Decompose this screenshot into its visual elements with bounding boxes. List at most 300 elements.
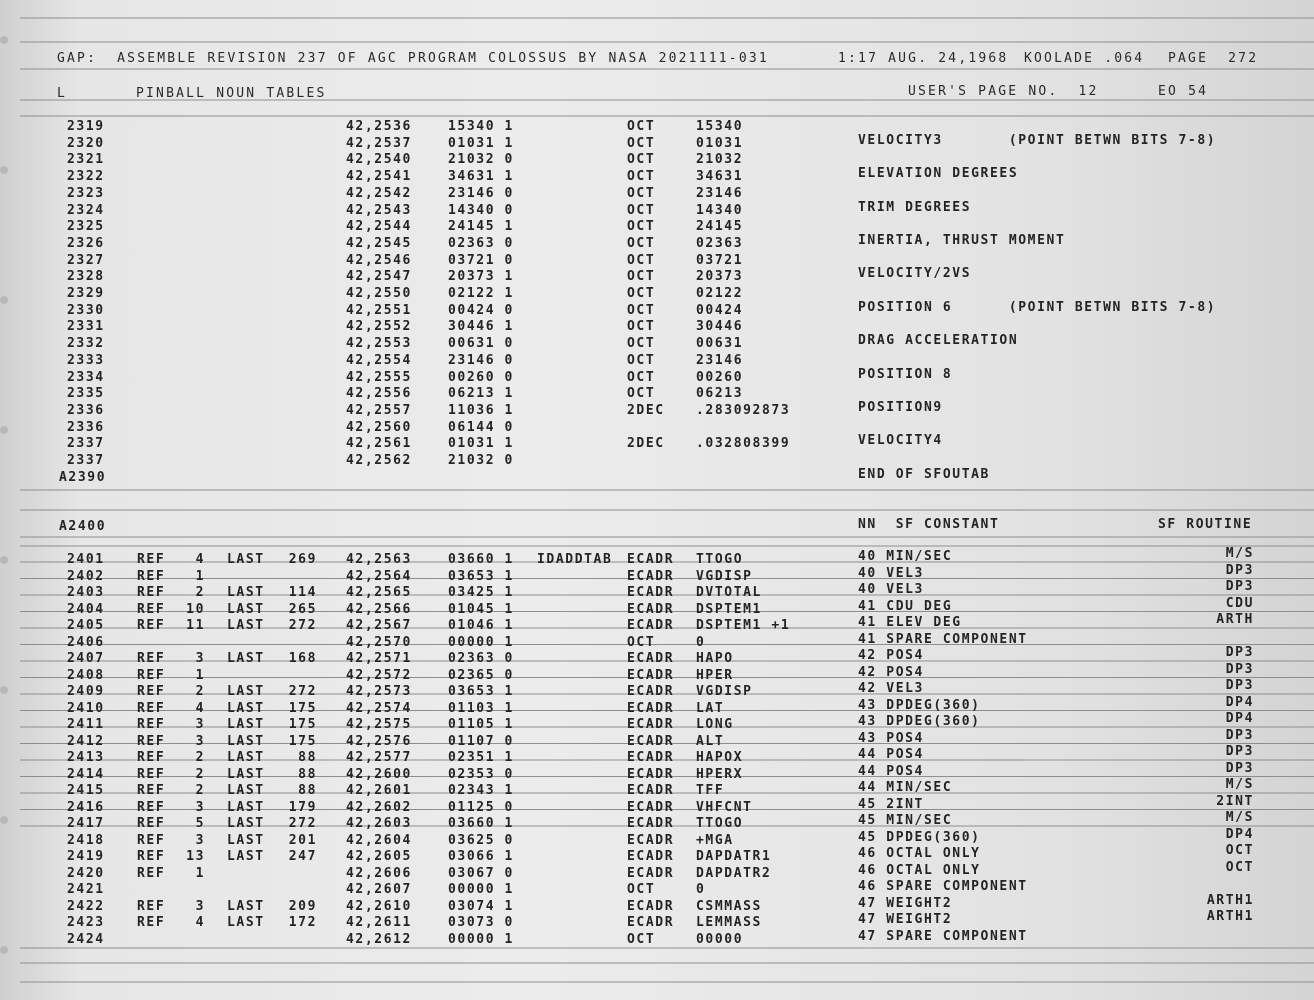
ref-keyword: REF bbox=[137, 701, 166, 716]
ref-count: 1 bbox=[195, 569, 205, 584]
operand: TFF bbox=[696, 783, 725, 798]
sf-routine-header: SF ROUTINE bbox=[1158, 517, 1253, 532]
line-number: 2407 bbox=[67, 651, 105, 666]
comment: 47 WEIGHT2 bbox=[858, 896, 953, 911]
operand: HAPOX bbox=[696, 750, 744, 765]
address: 42,2560 bbox=[346, 420, 412, 435]
page-number: PAGE 272 bbox=[1168, 51, 1259, 66]
sf-routine: DP4 bbox=[1225, 695, 1254, 710]
ref-keyword: REF bbox=[137, 552, 166, 567]
line-number: 2336 bbox=[67, 420, 105, 435]
opcode: ECADR bbox=[627, 800, 675, 815]
operand: 15340 bbox=[696, 119, 744, 134]
line-number: 2403 bbox=[67, 585, 105, 600]
last-page: 175 bbox=[288, 717, 317, 732]
opcode: ECADR bbox=[627, 602, 675, 617]
comment: 44 POS4 bbox=[858, 764, 924, 779]
octal-data: 02343 1 bbox=[448, 783, 514, 798]
last-keyword: LAST bbox=[227, 899, 265, 914]
ref-count: 3 bbox=[195, 899, 205, 914]
operand: DAPDATR2 bbox=[696, 866, 772, 881]
last-keyword: LAST bbox=[227, 717, 265, 732]
sf-routine: OCT bbox=[1225, 843, 1254, 858]
ref-keyword: REF bbox=[137, 800, 166, 815]
octal-data: 03721 0 bbox=[448, 253, 514, 268]
line-number: 2319 bbox=[67, 119, 105, 134]
last-keyword: LAST bbox=[227, 849, 265, 864]
section-2-line-number: A2400 bbox=[59, 519, 107, 534]
operand: DSPTEM1 bbox=[696, 602, 762, 617]
octal-data: 01031 1 bbox=[448, 136, 514, 151]
last-page: 209 bbox=[288, 899, 317, 914]
last-page: 172 bbox=[288, 915, 317, 930]
line-number: 2333 bbox=[67, 353, 105, 368]
operand: ALT bbox=[696, 734, 725, 749]
opcode: 2DEC bbox=[627, 403, 665, 418]
ref-keyword: REF bbox=[137, 849, 166, 864]
ref-count: 3 bbox=[195, 800, 205, 815]
opcode: OCT bbox=[627, 186, 656, 201]
octal-data: 03653 1 bbox=[448, 569, 514, 584]
operand: TTOGO bbox=[696, 816, 744, 831]
last-keyword: LAST bbox=[227, 800, 265, 815]
last-keyword: LAST bbox=[227, 750, 265, 765]
operand: .032808399 bbox=[696, 436, 791, 451]
address: 42,2557 bbox=[346, 403, 412, 418]
last-page: 247 bbox=[288, 849, 317, 864]
sf-routine: DP3 bbox=[1225, 645, 1254, 660]
address: 42,2552 bbox=[346, 319, 412, 334]
opcode: OCT bbox=[627, 136, 656, 151]
line-number: 2406 bbox=[67, 635, 105, 650]
comment: 44 POS4 bbox=[858, 747, 924, 762]
opcode: ECADR bbox=[627, 816, 675, 831]
last-page: 88 bbox=[298, 783, 317, 798]
octal-data: 03625 0 bbox=[448, 833, 514, 848]
opcode: OCT bbox=[627, 932, 656, 947]
line-number: 2410 bbox=[67, 701, 105, 716]
octal-data: 01046 1 bbox=[448, 618, 514, 633]
address: 42,2603 bbox=[346, 816, 412, 831]
octal-data: 00631 0 bbox=[448, 336, 514, 351]
address: 42,2575 bbox=[346, 717, 412, 732]
sf-routine: M/S bbox=[1225, 810, 1254, 825]
address: 42,2611 bbox=[346, 915, 412, 930]
operand: HPER bbox=[696, 668, 734, 683]
comment: 40 VEL3 bbox=[858, 566, 924, 581]
opcode: ECADR bbox=[627, 866, 675, 881]
address: 42,2556 bbox=[346, 386, 412, 401]
last-page: 272 bbox=[288, 684, 317, 699]
ref-count: 4 bbox=[195, 701, 205, 716]
last-keyword: LAST bbox=[227, 585, 265, 600]
sf-routine: DP3 bbox=[1225, 662, 1254, 677]
ref-count: 1 bbox=[195, 668, 205, 683]
octal-data: 00000 1 bbox=[448, 635, 514, 650]
sf-routine: M/S bbox=[1225, 546, 1254, 561]
ref-keyword: REF bbox=[137, 899, 166, 914]
line-number: 2337 bbox=[67, 436, 105, 451]
comment: 41 SPARE COMPONENT bbox=[858, 632, 1028, 647]
opcode: ECADR bbox=[627, 684, 675, 699]
last-page: 272 bbox=[288, 618, 317, 633]
comment: VELOCITY/2VS bbox=[858, 266, 972, 281]
octal-data: 00260 0 bbox=[448, 370, 514, 385]
operand: 06213 bbox=[696, 386, 744, 401]
ref-count: 2 bbox=[195, 783, 205, 798]
ref-count: 3 bbox=[195, 833, 205, 848]
comment: 45 2INT bbox=[858, 797, 924, 812]
sf-routine: DP4 bbox=[1225, 711, 1254, 726]
octal-data: 02363 0 bbox=[448, 236, 514, 251]
line-number: 2402 bbox=[67, 569, 105, 584]
line-number: 2320 bbox=[67, 136, 105, 151]
octal-data: 00424 0 bbox=[448, 303, 514, 318]
line-number: 2408 bbox=[67, 668, 105, 683]
ref-keyword: REF bbox=[137, 767, 166, 782]
octal-data: 02122 1 bbox=[448, 286, 514, 301]
sf-routine: DP3 bbox=[1225, 761, 1254, 776]
ref-count: 4 bbox=[195, 552, 205, 567]
ref-count: 1 bbox=[195, 866, 205, 881]
address: 42,2555 bbox=[346, 370, 412, 385]
octal-data: 01107 0 bbox=[448, 734, 514, 749]
assembly-title: GAP: ASSEMBLE REVISION 237 OF AGC PROGRAM COLOSSUS BY NASA 2021111-031 bbox=[57, 51, 769, 66]
address: 42,2553 bbox=[346, 336, 412, 351]
ref-count: 3 bbox=[195, 717, 205, 732]
line-number: 2414 bbox=[67, 767, 105, 782]
operand: 23146 bbox=[696, 353, 744, 368]
sf-routine: ARTH1 bbox=[1206, 893, 1254, 908]
address: 42,2564 bbox=[346, 569, 412, 584]
opcode: ECADR bbox=[627, 701, 675, 716]
octal-data: 02363 0 bbox=[448, 651, 514, 666]
operand: 03721 bbox=[696, 253, 744, 268]
operand: 00631 bbox=[696, 336, 744, 351]
comment: POSITION 6 (POINT BETWN BITS 7-8) bbox=[858, 300, 1217, 315]
operand: 30446 bbox=[696, 319, 744, 334]
last-page: 179 bbox=[288, 800, 317, 815]
comment: 43 DPDEG(360) bbox=[858, 714, 981, 729]
comment: 41 CDU DEG bbox=[858, 599, 953, 614]
line-number: 2329 bbox=[67, 286, 105, 301]
operand: 00424 bbox=[696, 303, 744, 318]
section-title: PINBALL NOUN TABLES bbox=[136, 86, 327, 101]
octal-data: 01031 1 bbox=[448, 436, 514, 451]
operand: 24145 bbox=[696, 219, 744, 234]
address: 42,2550 bbox=[346, 286, 412, 301]
opcode: ECADR bbox=[627, 717, 675, 732]
sf-routine: DP3 bbox=[1225, 744, 1254, 759]
address: 42,2544 bbox=[346, 219, 412, 234]
octal-data: 03660 1 bbox=[448, 816, 514, 831]
last-page: 272 bbox=[288, 816, 317, 831]
ref-keyword: REF bbox=[137, 750, 166, 765]
line-number: 2422 bbox=[67, 899, 105, 914]
address: 42,2605 bbox=[346, 849, 412, 864]
ref-keyword: REF bbox=[137, 734, 166, 749]
opcode: ECADR bbox=[627, 899, 675, 914]
line-number: 2332 bbox=[67, 336, 105, 351]
comment: 42 VEL3 bbox=[858, 681, 924, 696]
last-keyword: LAST bbox=[227, 915, 265, 930]
opcode: ECADR bbox=[627, 585, 675, 600]
comment: 40 MIN/SEC bbox=[858, 549, 953, 564]
opcode: OCT bbox=[627, 269, 656, 284]
operand: 00260 bbox=[696, 370, 744, 385]
address: 42,2567 bbox=[346, 618, 412, 633]
symbol-label: IDADDTAB bbox=[537, 552, 613, 567]
operand: DSPTEM1 +1 bbox=[696, 618, 791, 633]
opcode: OCT bbox=[627, 203, 656, 218]
comment: 47 SPARE COMPONENT bbox=[858, 929, 1028, 944]
last-page: 269 bbox=[288, 552, 317, 567]
operand: 00000 bbox=[696, 932, 744, 947]
operand: 34631 bbox=[696, 169, 744, 184]
octal-data: 21032 0 bbox=[448, 453, 514, 468]
ref-keyword: REF bbox=[137, 618, 166, 633]
line-number: 2337 bbox=[67, 453, 105, 468]
address: 42,2604 bbox=[346, 833, 412, 848]
opcode: ECADR bbox=[627, 833, 675, 848]
line-number: 2330 bbox=[67, 303, 105, 318]
ref-count: 4 bbox=[195, 915, 205, 930]
last-keyword: LAST bbox=[227, 833, 265, 848]
octal-data: 00000 1 bbox=[448, 882, 514, 897]
address: 42,2566 bbox=[346, 602, 412, 617]
octal-data: 24145 1 bbox=[448, 219, 514, 234]
octal-data: 00000 1 bbox=[448, 932, 514, 947]
sf-routine: ARTH bbox=[1216, 612, 1254, 627]
octal-data: 01103 1 bbox=[448, 701, 514, 716]
comment: 42 POS4 bbox=[858, 648, 924, 663]
address: 42,2570 bbox=[346, 635, 412, 650]
comment: 47 WEIGHT2 bbox=[858, 912, 953, 927]
last-page: 175 bbox=[288, 701, 317, 716]
koolade-version: KOOLADE .064 bbox=[1024, 51, 1145, 66]
comment: 43 DPDEG(360) bbox=[858, 698, 981, 713]
sf-routine: CDU bbox=[1225, 596, 1254, 611]
operand: HPERX bbox=[696, 767, 744, 782]
opcode: OCT bbox=[627, 286, 656, 301]
address: 42,2600 bbox=[346, 767, 412, 782]
line-number: 2401 bbox=[67, 552, 105, 567]
octal-data: 11036 1 bbox=[448, 403, 514, 418]
comment: 46 SPARE COMPONENT bbox=[858, 879, 1028, 894]
tractor-feed-holes bbox=[0, 0, 20, 1000]
last-page: 175 bbox=[288, 734, 317, 749]
ref-keyword: REF bbox=[137, 717, 166, 732]
ref-count: 5 bbox=[195, 816, 205, 831]
opcode: ECADR bbox=[627, 783, 675, 798]
opcode: 2DEC bbox=[627, 436, 665, 451]
line-number: 2420 bbox=[67, 866, 105, 881]
octal-data: 02365 0 bbox=[448, 668, 514, 683]
line-number: 2334 bbox=[67, 370, 105, 385]
line-number: 2412 bbox=[67, 734, 105, 749]
address: 42,2573 bbox=[346, 684, 412, 699]
opcode: OCT bbox=[627, 882, 656, 897]
address: 42,2577 bbox=[346, 750, 412, 765]
address: 42,2561 bbox=[346, 436, 412, 451]
operand: +MGA bbox=[696, 833, 734, 848]
operand: TTOGO bbox=[696, 552, 744, 567]
opcode: OCT bbox=[627, 635, 656, 650]
comment: VELOCITY4 bbox=[858, 433, 943, 448]
comment: 45 MIN/SEC bbox=[858, 813, 953, 828]
eo-number: EO 54 bbox=[1158, 84, 1209, 99]
ref-keyword: REF bbox=[137, 866, 166, 881]
address: 42,2545 bbox=[346, 236, 412, 251]
ref-count: 10 bbox=[186, 602, 205, 617]
operand: DVTOTAL bbox=[696, 585, 762, 600]
octal-data: 30446 1 bbox=[448, 319, 514, 334]
opcode: OCT bbox=[627, 353, 656, 368]
opcode: ECADR bbox=[627, 668, 675, 683]
address: 42,2540 bbox=[346, 152, 412, 167]
section-letter: L bbox=[57, 86, 68, 101]
ref-keyword: REF bbox=[137, 585, 166, 600]
operand: 23146 bbox=[696, 186, 744, 201]
last-keyword: LAST bbox=[227, 602, 265, 617]
operand: DAPDATR1 bbox=[696, 849, 772, 864]
operand: 0 bbox=[696, 635, 706, 650]
octal-data: 23146 0 bbox=[448, 186, 514, 201]
line-number: 2404 bbox=[67, 602, 105, 617]
last-page: 265 bbox=[288, 602, 317, 617]
comment: 42 POS4 bbox=[858, 665, 924, 680]
opcode: ECADR bbox=[627, 849, 675, 864]
last-keyword: LAST bbox=[227, 767, 265, 782]
address: 42,2546 bbox=[346, 253, 412, 268]
last-keyword: LAST bbox=[227, 651, 265, 666]
octal-data: 02351 1 bbox=[448, 750, 514, 765]
sf-routine: DP3 bbox=[1225, 563, 1254, 578]
address: 42,2612 bbox=[346, 932, 412, 947]
address: 42,2607 bbox=[346, 882, 412, 897]
opcode: OCT bbox=[627, 169, 656, 184]
last-keyword: LAST bbox=[227, 618, 265, 633]
address: 42,2571 bbox=[346, 651, 412, 666]
operand: VHFCNT bbox=[696, 800, 753, 815]
ref-keyword: REF bbox=[137, 569, 166, 584]
octal-data: 03653 1 bbox=[448, 684, 514, 699]
line-number: 2324 bbox=[67, 203, 105, 218]
address: 42,2547 bbox=[346, 269, 412, 284]
sf-routine: DP3 bbox=[1225, 728, 1254, 743]
ref-count: 2 bbox=[195, 684, 205, 699]
address: 42,2542 bbox=[346, 186, 412, 201]
address: 42,2610 bbox=[346, 899, 412, 914]
ref-count: 13 bbox=[186, 849, 205, 864]
last-keyword: LAST bbox=[227, 734, 265, 749]
operand: 20373 bbox=[696, 269, 744, 284]
line-number: 2418 bbox=[67, 833, 105, 848]
comment: VELOCITY3 (POINT BETWN BITS 7-8) bbox=[858, 133, 1217, 148]
line-number: 2409 bbox=[67, 684, 105, 699]
comment: 45 DPDEG(360) bbox=[858, 830, 981, 845]
opcode: OCT bbox=[627, 319, 656, 334]
ref-count: 2 bbox=[195, 767, 205, 782]
comment: 40 VEL3 bbox=[858, 582, 924, 597]
operand: VGDISP bbox=[696, 569, 753, 584]
line-number: 2415 bbox=[67, 783, 105, 798]
comment: 44 MIN/SEC bbox=[858, 780, 953, 795]
opcode: ECADR bbox=[627, 651, 675, 666]
octal-data: 03067 0 bbox=[448, 866, 514, 881]
ref-keyword: REF bbox=[137, 783, 166, 798]
line-number: A2390 bbox=[59, 470, 107, 485]
opcode: ECADR bbox=[627, 569, 675, 584]
last-page: 168 bbox=[288, 651, 317, 666]
operand: VGDISP bbox=[696, 684, 753, 699]
address: 42,2537 bbox=[346, 136, 412, 151]
operand: LONG bbox=[696, 717, 734, 732]
octal-data: 03073 0 bbox=[448, 915, 514, 930]
operand: LAT bbox=[696, 701, 725, 716]
opcode: ECADR bbox=[627, 750, 675, 765]
ref-keyword: REF bbox=[137, 915, 166, 930]
octal-data: 23146 0 bbox=[448, 353, 514, 368]
octal-data: 03660 1 bbox=[448, 552, 514, 567]
operand: 02363 bbox=[696, 236, 744, 251]
operand: 01031 bbox=[696, 136, 744, 151]
sf-routine: M/S bbox=[1225, 777, 1254, 792]
last-keyword: LAST bbox=[227, 684, 265, 699]
opcode: OCT bbox=[627, 219, 656, 234]
operand: HAPO bbox=[696, 651, 734, 666]
line-number: 2323 bbox=[67, 186, 105, 201]
operand: 0 bbox=[696, 882, 706, 897]
line-number: 2413 bbox=[67, 750, 105, 765]
line-number: 2421 bbox=[67, 882, 105, 897]
address: 42,2574 bbox=[346, 701, 412, 716]
last-page: 88 bbox=[298, 750, 317, 765]
operand: 14340 bbox=[696, 203, 744, 218]
last-page: 114 bbox=[288, 585, 317, 600]
line-number: 2416 bbox=[67, 800, 105, 815]
sf-routine: DP4 bbox=[1225, 827, 1254, 842]
address: 42,2606 bbox=[346, 866, 412, 881]
operand: LEMMASS bbox=[696, 915, 762, 930]
comment: 41 ELEV DEG bbox=[858, 615, 962, 630]
opcode: ECADR bbox=[627, 618, 675, 633]
opcode: OCT bbox=[627, 370, 656, 385]
sf-routine: 2INT bbox=[1216, 794, 1254, 809]
last-keyword: LAST bbox=[227, 783, 265, 798]
operand: 21032 bbox=[696, 152, 744, 167]
last-keyword: LAST bbox=[227, 552, 265, 567]
ref-count: 11 bbox=[186, 618, 205, 633]
line-number: 2417 bbox=[67, 816, 105, 831]
opcode: OCT bbox=[627, 386, 656, 401]
line-number: 2411 bbox=[67, 717, 105, 732]
comment: INERTIA, THRUST MOMENT bbox=[858, 233, 1066, 248]
address: 42,2565 bbox=[346, 585, 412, 600]
opcode: OCT bbox=[627, 152, 656, 167]
line-number: 2322 bbox=[67, 169, 105, 184]
ref-count: 2 bbox=[195, 750, 205, 765]
address: 42,2572 bbox=[346, 668, 412, 683]
address: 42,2541 bbox=[346, 169, 412, 184]
octal-data: 02353 0 bbox=[448, 767, 514, 782]
ref-count: 3 bbox=[195, 651, 205, 666]
octal-data: 01125 0 bbox=[448, 800, 514, 815]
opcode: OCT bbox=[627, 253, 656, 268]
comment: TRIM DEGREES bbox=[858, 200, 972, 215]
comment: ELEVATION DEGREES bbox=[858, 166, 1019, 181]
octal-data: 20373 1 bbox=[448, 269, 514, 284]
